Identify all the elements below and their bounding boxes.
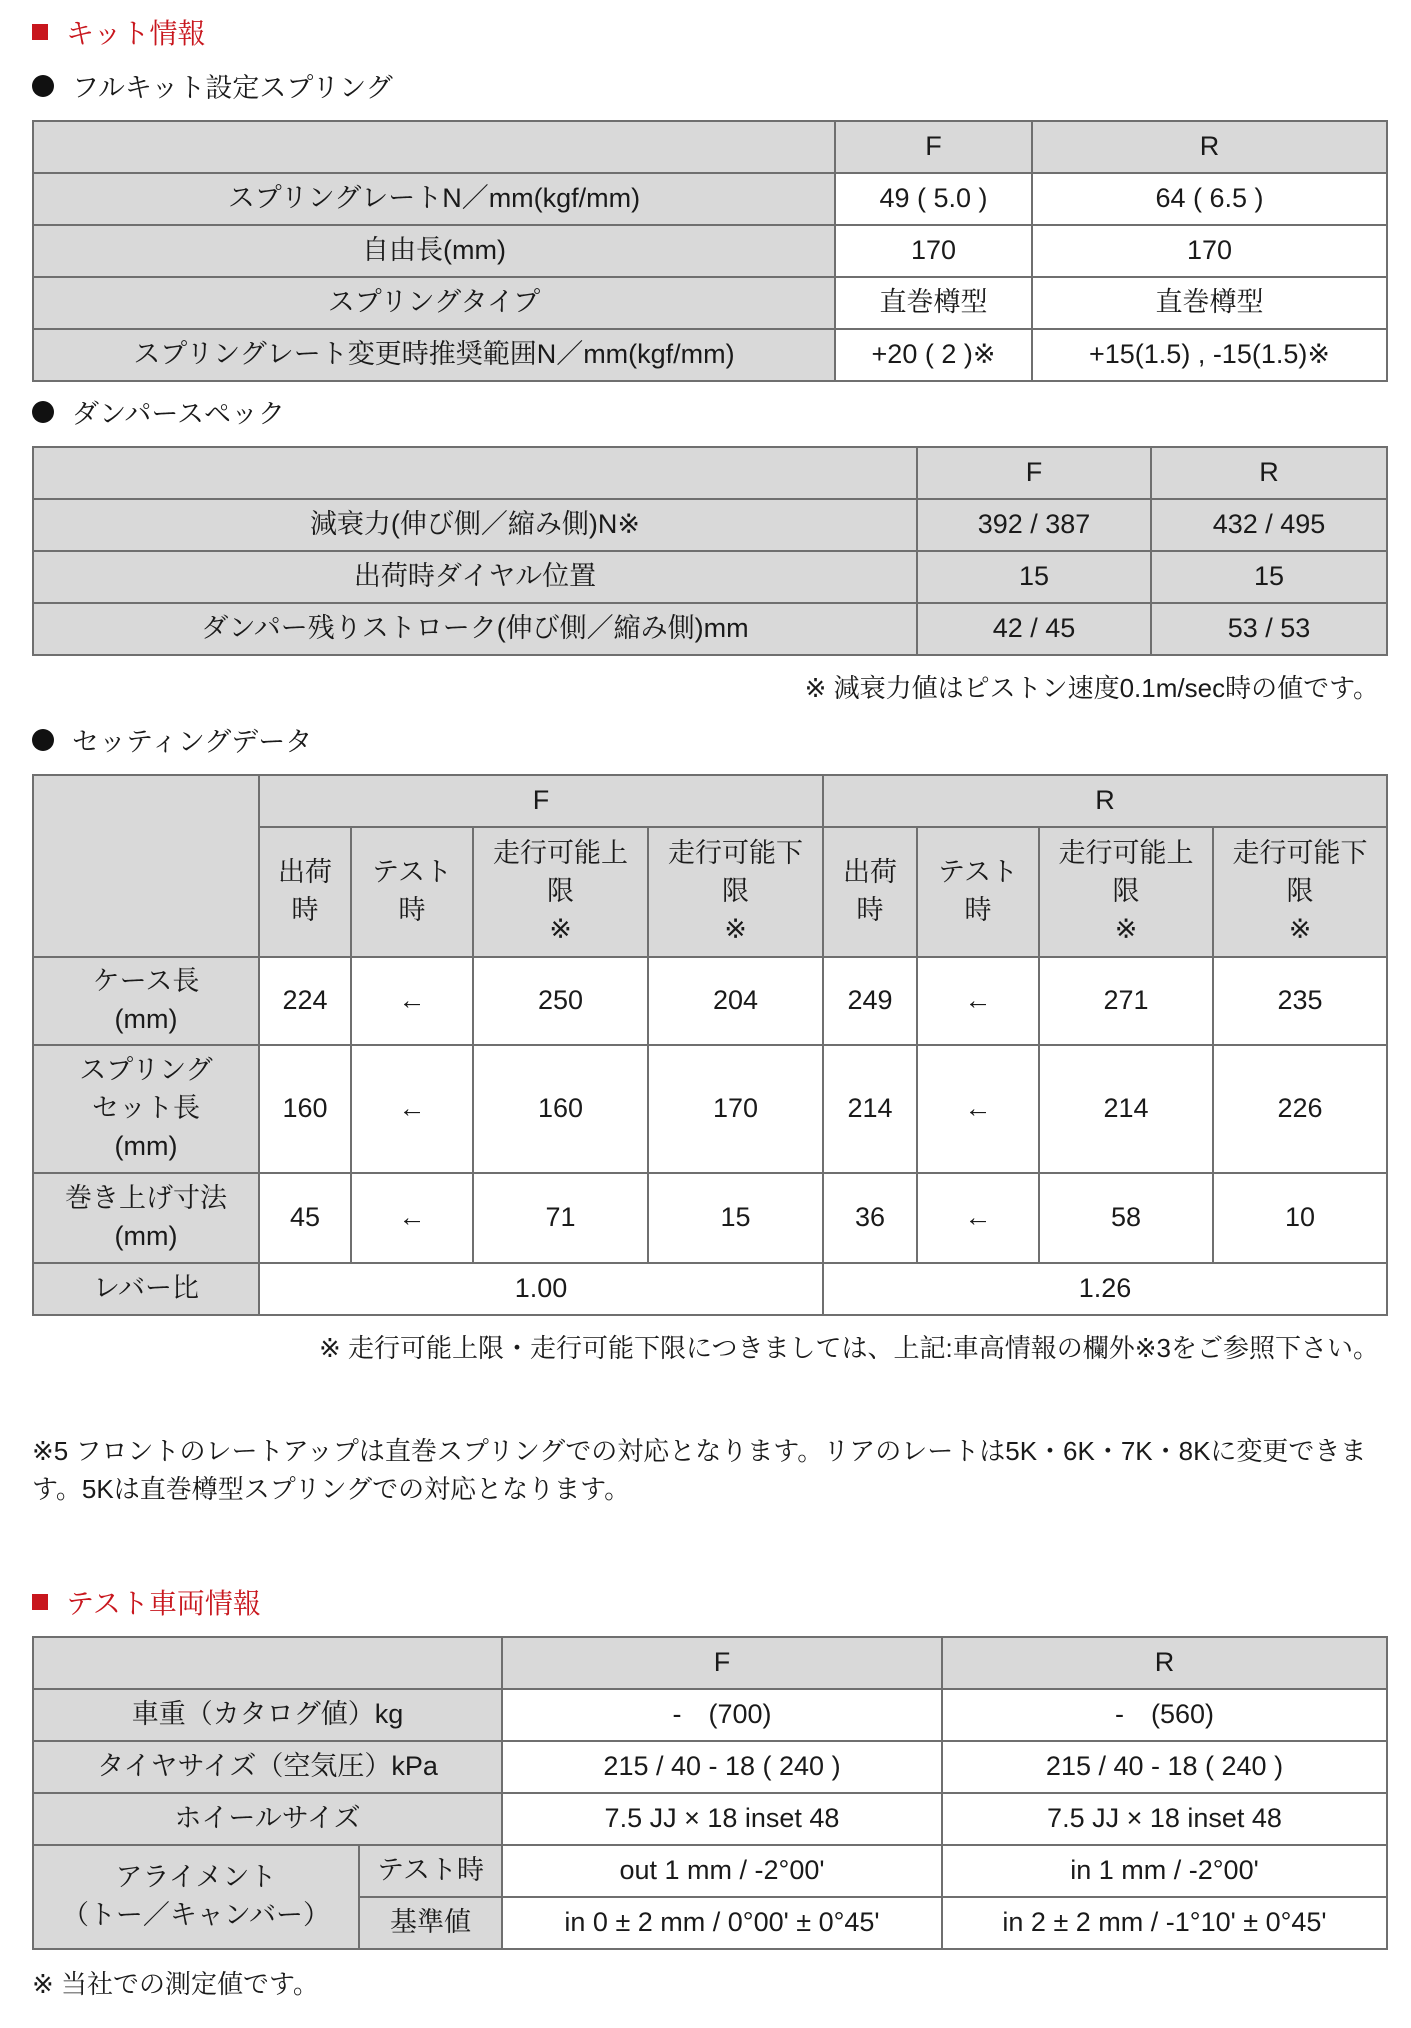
value-cell-r: in 2 ± 2 mm / -1°10' ± 0°45' — [942, 1897, 1387, 1949]
value-cell: ← — [917, 957, 1039, 1045]
row-label: 自由長(mm) — [33, 225, 835, 277]
alignment-standard-label: 基準値 — [359, 1897, 502, 1949]
value-cell-f: out 1 mm / -2°00' — [502, 1845, 942, 1897]
value-cell: 10 — [1213, 1173, 1387, 1263]
subsection-header-spring — [32, 66, 393, 105]
row-label: 出荷時ダイヤル位置 — [33, 551, 917, 603]
damper-note: ※ 減衰力値はピストン速度0.1m/sec時の値です。 — [804, 673, 1379, 703]
row-label: スプリング セット長 (mm) — [33, 1045, 259, 1173]
value-cell-r: 64 ( 6.5 ) — [1032, 173, 1387, 225]
column-header-f: F — [259, 775, 823, 827]
column-header-f: F — [502, 1637, 942, 1689]
alignment-label: アライメント （トー／キャンバー） — [33, 1845, 359, 1949]
table-header-row — [33, 775, 1387, 827]
value-cell-r: 53 / 53 — [1151, 603, 1387, 655]
damper-table — [32, 446, 1388, 656]
subheader-lower-limit: 走行可能下 限 ※ — [1213, 827, 1387, 957]
subsection-title: フルキット設定スプリング — [72, 73, 393, 103]
circle-bullet-icon — [32, 401, 54, 423]
table-row — [33, 173, 1387, 225]
value-cell: 226 — [1213, 1045, 1387, 1173]
subheader-test: テスト 時 — [351, 827, 473, 957]
setting-note: ※ 走行可能上限・走行可能下限につきましては、上記:車高情報の欄外※3をご参照下さい。 — [319, 1333, 1379, 1363]
value-cell-f: 15 — [917, 551, 1151, 603]
value-cell-f: 170 — [835, 225, 1032, 277]
table-row — [33, 329, 1387, 381]
table-row — [33, 1173, 1387, 1263]
value-cell: 214 — [823, 1045, 917, 1173]
column-header-r: R — [1032, 121, 1387, 173]
section-header-test — [32, 1582, 261, 1622]
footnote-paragraph: ※5 フロントのレートアップは直巻スプリングでの対応となります。リアのレートは5K・6K・7K・8Kに変更できます。5Kは直巻樽型スプリングでの対応となります。 — [32, 1436, 1367, 1504]
subheader-shipping: 出荷 時 — [823, 827, 917, 957]
section-title: キット情報 — [66, 18, 206, 49]
column-header-r: R — [942, 1637, 1387, 1689]
value-cell-f: +20 ( 2 )※ — [835, 329, 1032, 381]
value-cell-f: 42 / 45 — [917, 603, 1151, 655]
value-cell-f: 215 / 40 - 18 ( 240 ) — [502, 1741, 942, 1793]
column-header-f: F — [835, 121, 1032, 173]
value-cell: 160 — [473, 1045, 648, 1173]
table-row — [33, 1045, 1387, 1173]
value-cell: 214 — [1039, 1045, 1213, 1173]
table-header-row — [33, 447, 1387, 499]
table-row — [33, 551, 1387, 603]
value-cell: 160 — [259, 1045, 351, 1173]
value-cell: ← — [917, 1173, 1039, 1263]
row-label: ダンパー残りストローク(伸び側／縮み側)mm — [33, 603, 917, 655]
subheader-upper-limit: 走行可能上 限 ※ — [1039, 827, 1213, 957]
table-row — [33, 277, 1387, 329]
spring-table — [32, 120, 1388, 382]
value-cell-r: 170 — [1032, 225, 1387, 277]
table-row — [33, 603, 1387, 655]
value-cell: 58 — [1039, 1173, 1213, 1263]
value-cell: 235 — [1213, 957, 1387, 1045]
value-cell-r: 1.26 — [823, 1263, 1387, 1315]
value-cell-r: 7.5 JJ × 18 inset 48 — [942, 1793, 1387, 1845]
row-label: ケース長 (mm) — [33, 957, 259, 1045]
circle-bullet-icon — [32, 75, 54, 97]
row-label: レバー比 — [33, 1263, 259, 1315]
table-header-row — [33, 1637, 1387, 1689]
subsection-title: ダンパースペック — [72, 399, 286, 429]
value-cell: 71 — [473, 1173, 648, 1263]
column-header-r: R — [1151, 447, 1387, 499]
value-cell-r: 215 / 40 - 18 ( 240 ) — [942, 1741, 1387, 1793]
value-cell-f: 49 ( 5.0 ) — [835, 173, 1032, 225]
square-bullet-icon — [32, 24, 48, 40]
row-label: スプリングレート変更時推奨範囲N／mm(kgf/mm) — [33, 329, 835, 381]
circle-bullet-icon — [32, 729, 54, 751]
value-cell: ← — [351, 1173, 473, 1263]
square-bullet-icon — [32, 1594, 48, 1610]
table-row — [33, 1845, 1387, 1897]
value-cell-f: 7.5 JJ × 18 inset 48 — [502, 1793, 942, 1845]
table-row — [33, 957, 1387, 1045]
table-row — [33, 499, 1387, 551]
value-cell: 36 — [823, 1173, 917, 1263]
value-cell: 45 — [259, 1173, 351, 1263]
test-note: ※ 当社での測定値です。 — [32, 1969, 319, 1999]
section-header-kit — [32, 12, 205, 52]
value-cell: 204 — [648, 957, 823, 1045]
header-blank-cell — [33, 1637, 502, 1689]
alignment-test-label: テスト時 — [359, 1845, 502, 1897]
value-cell-r: - (560) — [942, 1689, 1387, 1741]
column-header-r: R — [823, 775, 1387, 827]
table-row — [33, 225, 1387, 277]
subheader-test: テスト 時 — [917, 827, 1039, 957]
value-cell: 249 — [823, 957, 917, 1045]
subheader-shipping: 出荷 時 — [259, 827, 351, 957]
subheader-upper-limit: 走行可能上 限 ※ — [473, 827, 648, 957]
setting-table — [32, 774, 1388, 1316]
header-blank-cell — [33, 121, 835, 173]
table-row — [33, 1793, 1387, 1845]
row-label: 巻き上げ寸法 (mm) — [33, 1173, 259, 1263]
value-cell: 170 — [648, 1045, 823, 1173]
value-cell: 15 — [648, 1173, 823, 1263]
test-vehicle-table — [32, 1636, 1388, 1950]
value-cell-r: 15 — [1151, 551, 1387, 603]
column-header-f: F — [917, 447, 1151, 499]
subsection-title: セッティングデータ — [72, 727, 313, 757]
value-cell-r: +15(1.5) , -15(1.5)※ — [1032, 329, 1387, 381]
row-label: スプリングタイプ — [33, 277, 835, 329]
table-row — [33, 1689, 1387, 1741]
value-cell: ← — [351, 957, 473, 1045]
row-label: 車重（カタログ値）kg — [33, 1689, 502, 1741]
value-cell-f: 直巻樽型 — [835, 277, 1032, 329]
value-cell-r: 直巻樽型 — [1032, 277, 1387, 329]
value-cell: 250 — [473, 957, 648, 1045]
row-label: スプリングレートN／mm(kgf/mm) — [33, 173, 835, 225]
value-cell: 271 — [1039, 957, 1213, 1045]
subsection-header-damper — [32, 392, 285, 431]
value-cell-f: in 0 ± 2 mm / 0°00' ± 0°45' — [502, 1897, 942, 1949]
value-cell: ← — [917, 1045, 1039, 1173]
row-label: 減衰力(伸び側／縮み側)N※ — [33, 499, 917, 551]
value-cell-f: 1.00 — [259, 1263, 823, 1315]
section-title: テスト車両情報 — [66, 1588, 261, 1619]
row-label: タイヤサイズ（空気圧）kPa — [33, 1741, 502, 1793]
table-row — [33, 1741, 1387, 1793]
header-blank-cell — [33, 447, 917, 499]
subsection-header-setting — [32, 720, 312, 759]
row-label: ホイールサイズ — [33, 1793, 502, 1845]
table-header-row — [33, 121, 1387, 173]
table-row-lever — [33, 1263, 1387, 1315]
value-cell: ← — [351, 1045, 473, 1173]
value-cell: 224 — [259, 957, 351, 1045]
value-cell-r: 432 / 495 — [1151, 499, 1387, 551]
value-cell-r: in 1 mm / -2°00' — [942, 1845, 1387, 1897]
value-cell-f: 392 / 387 — [917, 499, 1151, 551]
header-blank-cell — [33, 775, 259, 957]
subheader-lower-limit: 走行可能下 限 ※ — [648, 827, 823, 957]
value-cell-f: - (700) — [502, 1689, 942, 1741]
